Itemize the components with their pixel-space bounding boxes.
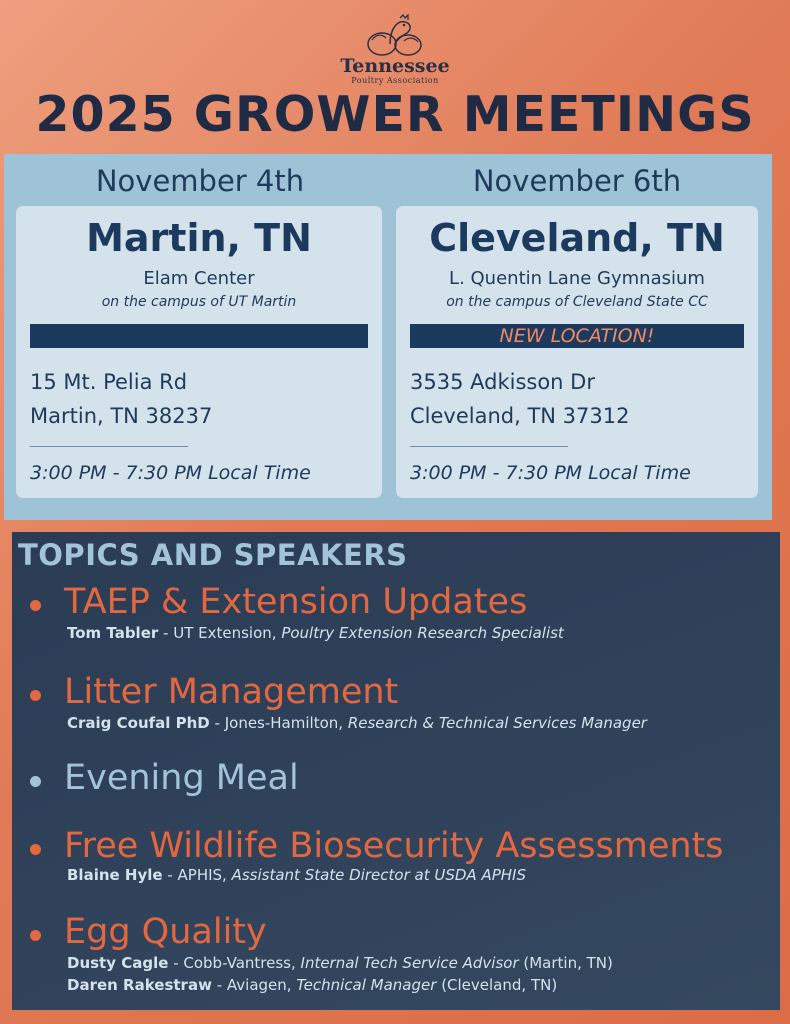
divider — [410, 446, 568, 447]
speaker-name: Blaine Hyle — [67, 866, 163, 884]
address-line-2: Martin, TN 38237 — [30, 404, 213, 428]
speaker-note: (Cleveland, TN) — [436, 976, 558, 994]
speaker-role: Technical Manager — [296, 976, 437, 994]
bullet-icon — [30, 690, 41, 701]
speaker-line — [67, 714, 647, 732]
speaker-org: - APHIS, — [162, 866, 232, 884]
address-line-2: Cleveland, TN 37312 — [410, 404, 630, 428]
divider — [30, 446, 188, 447]
venue-campus: on the campus of Cleveland State CC — [446, 294, 708, 310]
venue-city: Cleveland, TN — [429, 216, 725, 260]
venue-card-martin — [16, 206, 382, 498]
topic-title: Evening Meal — [64, 758, 299, 798]
topic-title: TAEP & Extension Updates — [64, 582, 528, 622]
venue-card-cleveland — [396, 206, 758, 498]
logo-subtitle: Poultry Association — [351, 76, 439, 85]
topic-title: Egg Quality — [64, 912, 267, 952]
topic-title: Free Wildlife Biosecurity Assessments — [64, 826, 724, 866]
speaker-name: Tom Tabler — [67, 624, 159, 642]
speaker-role: Assistant State Director at USDA APHIS — [231, 866, 526, 884]
bullet-icon — [30, 600, 41, 611]
logo-name: Tennessee — [340, 55, 450, 77]
speaker-org: - UT Extension, — [158, 624, 282, 642]
speaker-role: Internal Tech Service Advisor — [300, 954, 519, 972]
bullet-icon — [30, 844, 41, 855]
speaker-org: - Jones-Hamilton, — [209, 714, 348, 732]
venue-banner: NEW LOCATION! — [410, 324, 744, 348]
speaker-note: (Martin, TN) — [518, 954, 613, 972]
topics-heading: TOPICS AND SPEAKERS — [18, 538, 408, 572]
venue-name: Elam Center — [143, 268, 255, 289]
speaker-name: Dusty Cagle — [67, 954, 169, 972]
speaker-line — [67, 624, 564, 642]
speaker-line — [67, 976, 557, 994]
speaker-line — [67, 954, 613, 972]
address-line-1: 3535 Adkisson Dr — [410, 370, 595, 394]
venue-city: Martin, TN — [86, 216, 312, 260]
venue-campus: on the campus of UT Martin — [101, 294, 297, 310]
speaker-name: Daren Rakestraw — [67, 976, 212, 994]
topic-title: Litter Management — [64, 672, 399, 712]
page-title: 2025 GROWER MEETINGS — [35, 86, 755, 143]
meeting-time: 3:00 PM - 7:30 PM Local Time — [30, 462, 311, 484]
meeting-time: 3:00 PM - 7:30 PM Local Time — [410, 462, 691, 484]
speaker-role: Poultry Extension Research Specialist — [281, 624, 564, 642]
speaker-line — [67, 866, 526, 884]
address-line-1: 15 Mt. Pelia Rd — [30, 370, 188, 394]
venue-banner — [30, 324, 368, 348]
bullet-icon — [30, 930, 41, 941]
speaker-org: - Cobb-Vantress, — [168, 954, 301, 972]
venue-date: November 4th — [95, 164, 305, 198]
venue-date: November 6th — [472, 164, 682, 198]
venue-name: L. Quentin Lane Gymnasium — [449, 268, 705, 289]
chicken-logo-icon — [360, 14, 430, 60]
speaker-org: - Aviagen, — [211, 976, 297, 994]
association-logo — [330, 14, 460, 85]
speaker-name: Craig Coufal PhD — [67, 714, 210, 732]
bullet-icon — [30, 776, 41, 787]
speaker-role: Research & Technical Services Manager — [347, 714, 647, 732]
topics-panel — [12, 532, 780, 1010]
venues-panel — [4, 154, 772, 520]
